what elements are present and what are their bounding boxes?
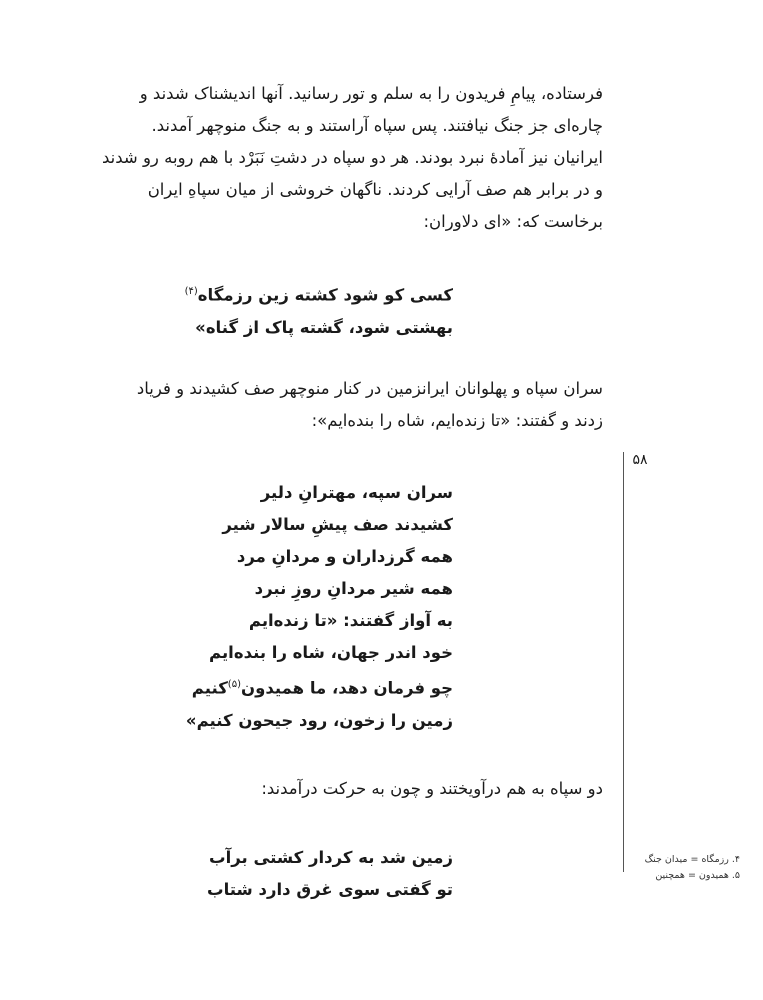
paragraph-1 bbox=[88, 78, 603, 238]
footnote-4: ۴. رزمگاه = میدان جنگ bbox=[644, 854, 740, 865]
footnote-ref-4: (۴) bbox=[184, 286, 198, 297]
paragraph-line: دو سپاه به هم درآویختند و چون به حرکت درآمدند: bbox=[261, 779, 603, 798]
paragraph-3 bbox=[88, 773, 603, 805]
page-number: ۵۸ bbox=[632, 452, 648, 468]
verse-block-3 bbox=[200, 842, 453, 906]
verse-line: همه گرزداران و مردانِ مرد bbox=[236, 547, 453, 566]
verse-line: بهشتی شود، گشته پاک از گناه» bbox=[195, 317, 453, 337]
paragraph-line: ایرانیان نیز آمادهٔ نبرد بودند. هر دو سپاه در دشتِ نَبَرْد با هم روبه رو شدند bbox=[101, 148, 603, 167]
paragraph-line: فرستاده، پیامِ فریدون را به سلم و تور رسانید. آنها اندیشناک شدند و bbox=[139, 84, 603, 103]
paragraph-line: زدند و گفتند: «تا زنده‌ایم، شاه را بنده‌ایم»: bbox=[311, 411, 603, 430]
paragraph-2 bbox=[88, 373, 603, 437]
paragraph-line: و در برابر هم صف آرایی کردند. ناگهان خروشی از میان سپاهِ ایران bbox=[147, 180, 603, 199]
paragraph-line: سران سپاه و پهلوانان ایرانزمین در کنار منوچهر صف کشیدند و فریاد bbox=[136, 379, 603, 398]
verse-line: کشیدند صف پیشِ سالار شیر bbox=[222, 515, 453, 534]
footnote-5: ۵. همیدون = همچنین bbox=[655, 870, 740, 881]
footnote-ref-5: (۵) bbox=[227, 679, 241, 690]
verse-line: تو گفتی سوی غرق دارد شتاب bbox=[207, 880, 453, 899]
verse-line: چو فرمان دهد، ما همیدون$^{(۵)}$کنیم bbox=[191, 678, 453, 698]
margin-rule bbox=[623, 452, 624, 872]
verse-block-1 bbox=[184, 276, 453, 344]
verse-line: به آواز گفتند: «تا زنده‌ایم bbox=[248, 611, 453, 630]
paragraph-line: چاره‌ای جز جنگ نیافتند. پس سپاه آراستند و به جنگ منوچهر آمدند. bbox=[151, 116, 603, 135]
verse-line: زمین شد به کردار کشتی برآب bbox=[209, 848, 453, 867]
verse-line: سران سپه، مهترانِ دلیر bbox=[260, 483, 453, 502]
footnotes bbox=[632, 852, 740, 884]
paragraph-line: برخاست که: «ای دلاوران: bbox=[423, 212, 603, 231]
verse-block-2 bbox=[185, 477, 453, 737]
verse-line: زمین را زخون، رود جیحون کنیم» bbox=[185, 710, 453, 730]
verse-line: خود اندر جهان، شاه را بنده‌ایم bbox=[209, 643, 453, 662]
verse-line: همه شیر مردانِ روزِ نبرد bbox=[254, 579, 453, 598]
verse-line: کسی کو شود کشته زین رزمگاه$^{(۴)}$ bbox=[184, 285, 453, 305]
